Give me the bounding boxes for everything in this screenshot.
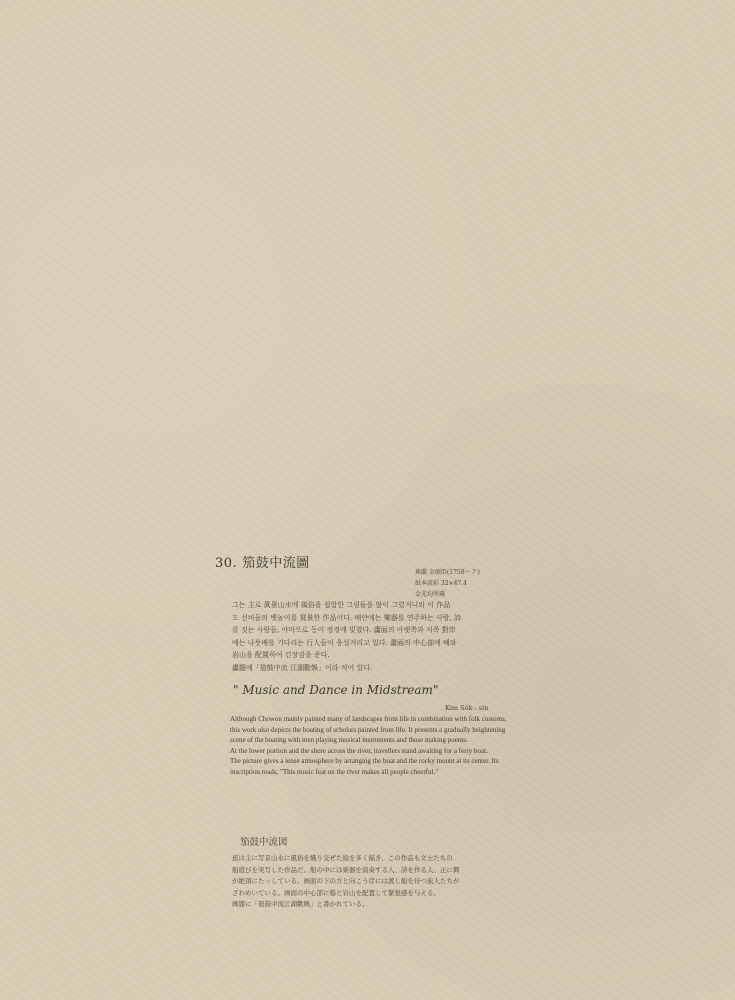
- japanese-title: 笳鼓中流図: [240, 837, 288, 848]
- english-paragraph: Although Chowon mainly painted many of landscapes from life in combination with folk customs, this work also depicts the boating of scholars painted from life. It presents a gradually heightening scene of the boating with men playing musical instruments and those making poems.: [230, 715, 507, 745]
- english-title: " Music and Dance in Midstream": [233, 683, 439, 697]
- english-description: [230, 714, 510, 778]
- medium-size-line: 紙本淡彩 32×47.4: [415, 580, 467, 587]
- artist-line: 蕉蘭 金碩臣(1758～ ? ): [415, 569, 480, 576]
- korean-line: 도 선비들의 뱃놀이를 寫景한 作品이다. 배안에는 樂器를 연주하는 사람, 詩: [232, 613, 462, 622]
- entry-title-text: 笳鼓中流圖: [242, 556, 310, 571]
- collection-line: 金光均所蔵: [415, 591, 446, 598]
- japanese-line: が絶頂にたっしている。画面の下の方と向こう岸には渡し船を待つ旅人たちが: [232, 877, 460, 886]
- japanese-line: 船遊びを実写した作品だ。船の中には楽器を演奏する人、詩を作る人、正に興: [232, 865, 460, 874]
- korean-line: 그는 主로 眞景山水에 風俗을 접합한 그림들을 많이 그렸거니와 이 作品: [232, 601, 451, 609]
- korean-line: 를 짓는 사람들, 아마으로 등이 정경에 빚졌다. 畵面의 아랫쪽과 저쪽 對岸: [232, 626, 456, 634]
- korean-line: 岩山을 配置하여 긴장감을 준다.: [232, 651, 330, 659]
- korean-description: [232, 599, 504, 674]
- english-author: Kim Sŏk - sin: [445, 704, 489, 712]
- japanese-description: [232, 853, 507, 911]
- japanese-line: ざわめいている。画面の中心部に船と岩山を配置して緊張感を与える。: [232, 888, 440, 897]
- japanese-line: 画題に「笳鼓中流江湖歡娛」と書かれている。: [232, 900, 369, 909]
- english-paragraph: The picture gives a tense atmosphere by arranging the boat and the rocky mount at its center. Its inscription reads, "This music feat on the river makes all people cheerful.": [230, 757, 499, 776]
- artwork-metadata: [415, 567, 480, 600]
- entry-number: 30.: [215, 556, 238, 571]
- korean-line: 畵題에「笳鼓中流 江湖歡娛」이라 적어 있다.: [232, 663, 373, 672]
- english-paragraph: At the lower portion and the shore across the river, travellers stand awaiting for a ferry boat.: [230, 746, 488, 755]
- korean-line: 에는 나룻배를 기다리는 行人들이 웅성거리고 있다. 畵面의 中心部에 배와: [232, 638, 457, 647]
- japanese-line: 蕉は主に写景山水に風俗を織り交ぜた絵を多く描き、この作品も文士たちの: [232, 854, 453, 862]
